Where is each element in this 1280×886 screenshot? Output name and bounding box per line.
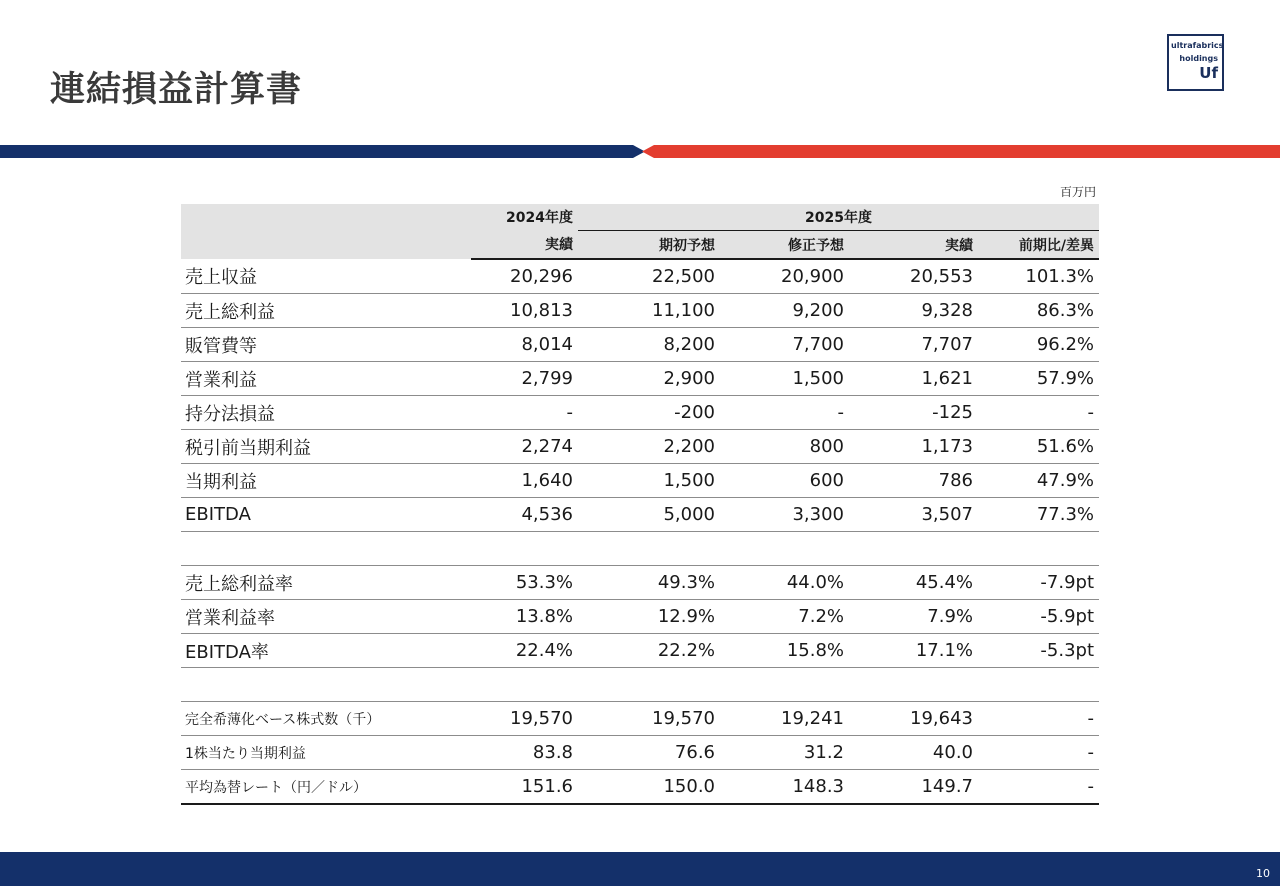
value-cell: 86.3% xyxy=(978,294,1099,328)
value-cell: - xyxy=(720,396,849,430)
value-cell: 150.0 xyxy=(578,770,720,805)
value-cell: 47.9% xyxy=(978,464,1099,498)
value-cell: 2,274 xyxy=(471,430,578,464)
value-cell: 2,900 xyxy=(578,362,720,396)
value-cell: 20,553 xyxy=(849,259,978,294)
spacer-cell xyxy=(181,532,1099,566)
value-cell: 11,100 xyxy=(578,294,720,328)
table-row xyxy=(181,464,1099,498)
value-cell: 1,500 xyxy=(720,362,849,396)
value-cell: 4,536 xyxy=(471,498,578,532)
header-2025-initial-forecast: 期初予想 xyxy=(578,231,720,260)
value-cell: 57.9% xyxy=(978,362,1099,396)
value-cell: 600 xyxy=(720,464,849,498)
header-2025-actual: 実績 xyxy=(849,231,978,260)
row-label: 売上収益 xyxy=(181,259,471,294)
value-cell: 1,173 xyxy=(849,430,978,464)
value-cell: 53.3% xyxy=(471,566,578,600)
value-cell: 31.2 xyxy=(720,736,849,770)
table-header xyxy=(181,204,1099,259)
row-label: 当期利益 xyxy=(181,464,471,498)
table-row xyxy=(181,362,1099,396)
table-row xyxy=(181,396,1099,430)
logo-text-line2: holdings xyxy=(1179,54,1218,63)
value-cell: 76.6 xyxy=(578,736,720,770)
value-cell: 1,500 xyxy=(578,464,720,498)
value-cell: 22.2% xyxy=(578,634,720,668)
value-cell: 151.6 xyxy=(471,770,578,805)
table-body xyxy=(181,259,1099,804)
row-label: 販管費等 xyxy=(181,328,471,362)
value-cell: 5,000 xyxy=(578,498,720,532)
value-cell: 13.8% xyxy=(471,600,578,634)
table-row xyxy=(181,702,1099,736)
value-cell: 40.0 xyxy=(849,736,978,770)
logo-mark: Uf xyxy=(1199,64,1218,82)
table-row xyxy=(181,566,1099,600)
header-stripe-red xyxy=(642,145,1280,158)
header-stripe-navy xyxy=(0,145,645,158)
value-cell: 7.2% xyxy=(720,600,849,634)
page-number: 10 xyxy=(1256,867,1270,880)
row-label: 持分法損益 xyxy=(181,396,471,430)
header-2024-actual: 実績 xyxy=(471,231,578,260)
row-label: EBITDA xyxy=(181,498,471,532)
value-cell: 2,799 xyxy=(471,362,578,396)
value-cell: 19,241 xyxy=(720,702,849,736)
value-cell: 51.6% xyxy=(978,430,1099,464)
value-cell: 9,200 xyxy=(720,294,849,328)
header-year-2025: 2025年度 xyxy=(578,204,1099,231)
table-row xyxy=(181,328,1099,362)
value-cell: -200 xyxy=(578,396,720,430)
row-label: EBITDA率 xyxy=(181,634,471,668)
table-row xyxy=(181,430,1099,464)
header-2025-revised-forecast: 修正予想 xyxy=(720,231,849,260)
value-cell: 101.3% xyxy=(978,259,1099,294)
value-cell: 786 xyxy=(849,464,978,498)
unit-label: 百万円 xyxy=(1059,185,1096,199)
header-yoy-difference: 前期比/差異 xyxy=(978,231,1099,260)
value-cell: 8,200 xyxy=(578,328,720,362)
value-cell: 1,621 xyxy=(849,362,978,396)
company-logo xyxy=(1167,34,1224,91)
value-cell: 17.1% xyxy=(849,634,978,668)
row-label: 営業利益率 xyxy=(181,600,471,634)
value-cell: 9,328 xyxy=(849,294,978,328)
value-cell: 7,700 xyxy=(720,328,849,362)
spacer-cell xyxy=(181,668,1099,702)
row-label: 税引前当期利益 xyxy=(181,430,471,464)
value-cell: 49.3% xyxy=(578,566,720,600)
value-cell: 10,813 xyxy=(471,294,578,328)
row-label: 1株当たり当期利益 xyxy=(181,736,471,770)
value-cell: 19,643 xyxy=(849,702,978,736)
header-row-years xyxy=(181,204,1099,231)
value-cell: 15.8% xyxy=(720,634,849,668)
table-row xyxy=(181,498,1099,532)
header-year-2024: 2024年度 xyxy=(471,204,578,231)
value-cell: 800 xyxy=(720,430,849,464)
value-cell: 12.9% xyxy=(578,600,720,634)
row-label: 完全希薄化ベース株式数（千） xyxy=(181,702,471,736)
value-cell: -5.9pt xyxy=(978,600,1099,634)
value-cell: 19,570 xyxy=(471,702,578,736)
value-cell: 3,507 xyxy=(849,498,978,532)
table-row xyxy=(181,600,1099,634)
value-cell: 148.3 xyxy=(720,770,849,805)
value-cell: 83.8 xyxy=(471,736,578,770)
row-label: 売上総利益 xyxy=(181,294,471,328)
value-cell: 7.9% xyxy=(849,600,978,634)
value-cell: - xyxy=(978,770,1099,805)
value-cell: 3,300 xyxy=(720,498,849,532)
value-cell: 20,900 xyxy=(720,259,849,294)
table-row xyxy=(181,770,1099,805)
table-row xyxy=(181,259,1099,294)
value-cell: 7,707 xyxy=(849,328,978,362)
value-cell: 22,500 xyxy=(578,259,720,294)
footer-bar xyxy=(0,852,1280,886)
section-spacer-row xyxy=(181,532,1099,566)
value-cell: 2,200 xyxy=(578,430,720,464)
income-statement-table xyxy=(181,204,1099,805)
value-cell: - xyxy=(471,396,578,430)
row-label: 営業利益 xyxy=(181,362,471,396)
value-cell: 45.4% xyxy=(849,566,978,600)
value-cell: 77.3% xyxy=(978,498,1099,532)
value-cell: -125 xyxy=(849,396,978,430)
value-cell: - xyxy=(978,396,1099,430)
value-cell: 44.0% xyxy=(720,566,849,600)
page-title: 連結損益計算書 xyxy=(50,70,303,110)
table-row xyxy=(181,294,1099,328)
header-corner-cell xyxy=(181,204,471,259)
value-cell: - xyxy=(978,702,1099,736)
value-cell: 20,296 xyxy=(471,259,578,294)
row-label: 売上総利益率 xyxy=(181,566,471,600)
value-cell: 149.7 xyxy=(849,770,978,805)
value-cell: 8,014 xyxy=(471,328,578,362)
value-cell: -5.3pt xyxy=(978,634,1099,668)
value-cell: -7.9pt xyxy=(978,566,1099,600)
value-cell: 19,570 xyxy=(578,702,720,736)
value-cell: - xyxy=(978,736,1099,770)
logo-text-line1: ultrafabrics xyxy=(1171,41,1224,50)
section-spacer-row xyxy=(181,668,1099,702)
value-cell: 22.4% xyxy=(471,634,578,668)
value-cell: 96.2% xyxy=(978,328,1099,362)
table-row xyxy=(181,736,1099,770)
row-label: 平均為替レート（円／ドル） xyxy=(181,770,471,805)
table-row xyxy=(181,634,1099,668)
value-cell: 1,640 xyxy=(471,464,578,498)
